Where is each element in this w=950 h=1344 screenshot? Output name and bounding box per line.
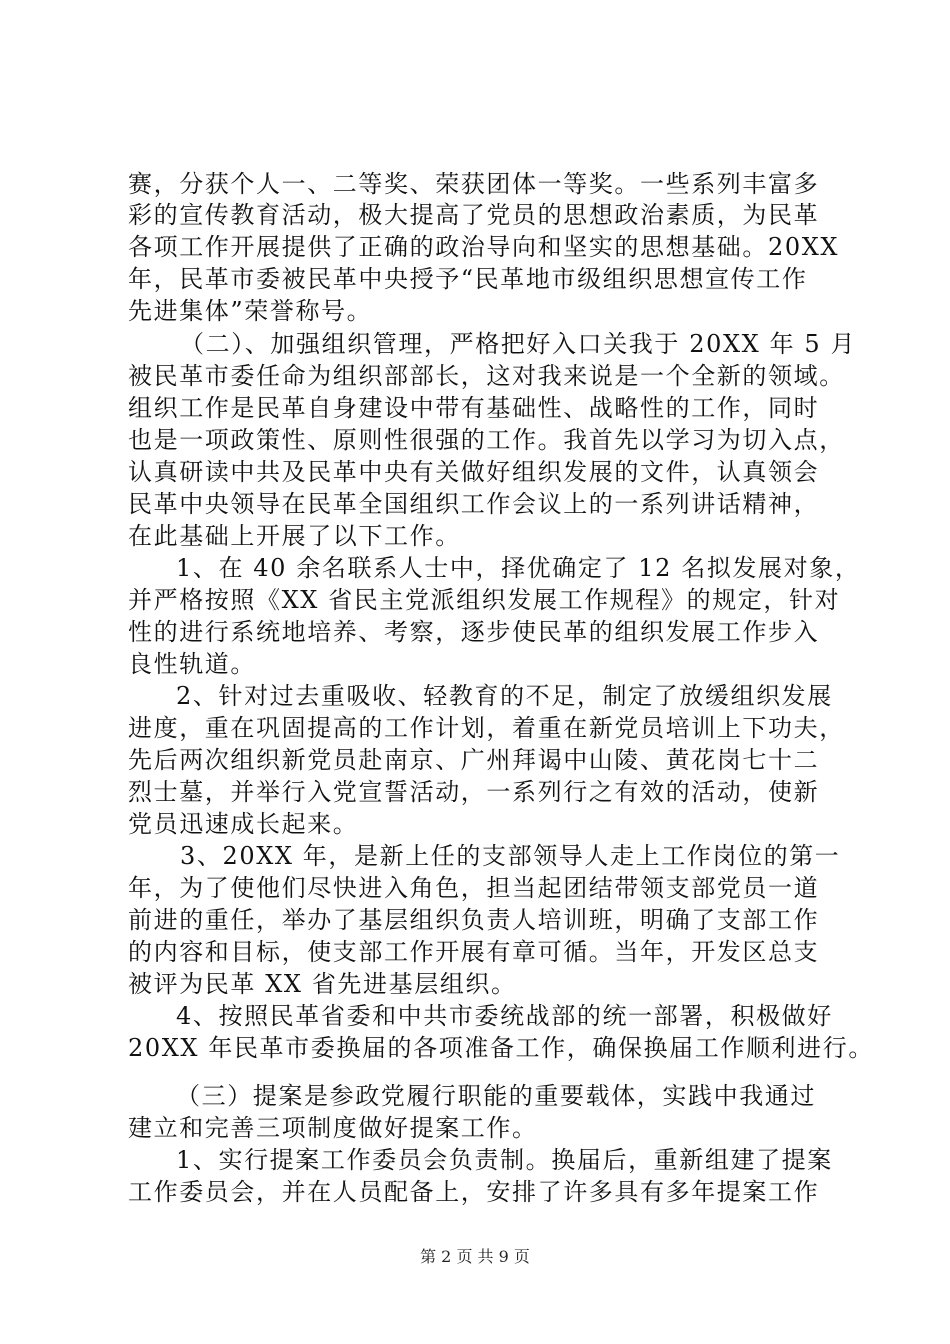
text-line: 进度，重在巩固提高的工作计划，着重在新党员培训上下功夫， xyxy=(128,714,845,742)
text-line: 民革中央领导在民革全国组织工作会议上的一系列讲话精神， xyxy=(128,490,820,518)
text-line: 赛，分获个人一、二等奖、荣获团体一等奖。一些系列丰富多 xyxy=(128,170,820,198)
text-line: 并严格按照《XX 省民主党派组织发展工作规程》的规定，针对 xyxy=(128,586,841,614)
text-line: 的内容和目标，使支部工作开展有章可循。当年，开发区总支 xyxy=(128,938,820,966)
text-line: 组织工作是民革自身建设中带有基础性、战略性的工作，同时 xyxy=(128,394,820,422)
text-line: 20XX 年民革市委换届的各项准备工作，确保换届工作顺利进行。 xyxy=(128,1034,874,1062)
text-line: 被民革市委任命为组织部部长，这对我来说是一个全新的领域。 xyxy=(128,362,845,390)
text-line: 认真研读中共及民革中央有关做好组织发展的文件，认真领会 xyxy=(128,458,820,486)
text-line: 也是一项政策性、原则性很强的工作。我首先以学习为切入点， xyxy=(128,426,845,454)
text-line: 被评为民革 XX 省先进基层组织。 xyxy=(128,970,517,998)
text-line: 先后两次组织新党员赴南京、广州拜谒中山陵、黄花岗七十二 xyxy=(128,746,820,774)
page-footer: 第 2 页 共 9 页 xyxy=(420,1247,530,1266)
text-line: 前进的重任，举办了基层组织负责人培训班，明确了支部工作 xyxy=(128,906,820,934)
text-line: 年，民革市委被民革中央授予“民革地市级组织思想宣传工作 xyxy=(128,265,808,293)
text-line: 工作委员会，并在人员配备上，安排了许多具有多年提案工作 xyxy=(128,1178,820,1206)
list-item: 1、实行提案工作委员会负责制。换届后，重新组建了提案 xyxy=(176,1146,833,1174)
text-line: 建立和完善三项制度做好提案工作。 xyxy=(128,1114,538,1142)
text-line: 彩的宣传教育活动，极大提高了党员的思想政治素质，为民革 xyxy=(128,201,820,229)
text-line: 烈士墓，并举行入党宣誓活动，一系列行之有效的活动，使新 xyxy=(128,778,820,806)
list-item: 1、在 40 余名联系人士中，择优确定了 12 名拟发展对象， xyxy=(176,554,861,582)
list-item: 2、针对过去重吸收、轻教育的不足，制定了放缓组织发展 xyxy=(176,682,833,710)
section-heading: （三）提案是参政党履行职能的重要载体，实践中我通过 xyxy=(176,1082,816,1110)
section-heading: （二）、加强组织管理，严格把好入口关我于 20XX 年 5 月 xyxy=(180,330,857,358)
text-line: 各项工作开展提供了正确的政治导向和坚实的思想基础。20XX xyxy=(128,233,840,261)
text-line: 年，为了使他们尽快进入角色，担当起团结带领支部党员一道 xyxy=(128,874,820,902)
text-line: 良性轨道。 xyxy=(128,650,256,678)
text-line: 在此基础上开展了以下工作。 xyxy=(128,522,461,550)
text-line: 先进集体”荣誉称号。 xyxy=(128,297,373,325)
list-item: 3、20XX 年，是新上任的支部领导人走上工作岗位的第一 xyxy=(180,842,841,870)
text-line: 党员迅速成长起来。 xyxy=(128,810,359,838)
text-line: 性的进行系统地培养、考察，逐步使民革的组织发展工作步入 xyxy=(128,618,820,646)
list-item: 4、按照民革省委和中共市委统战部的统一部署，积极做好 xyxy=(176,1002,833,1030)
